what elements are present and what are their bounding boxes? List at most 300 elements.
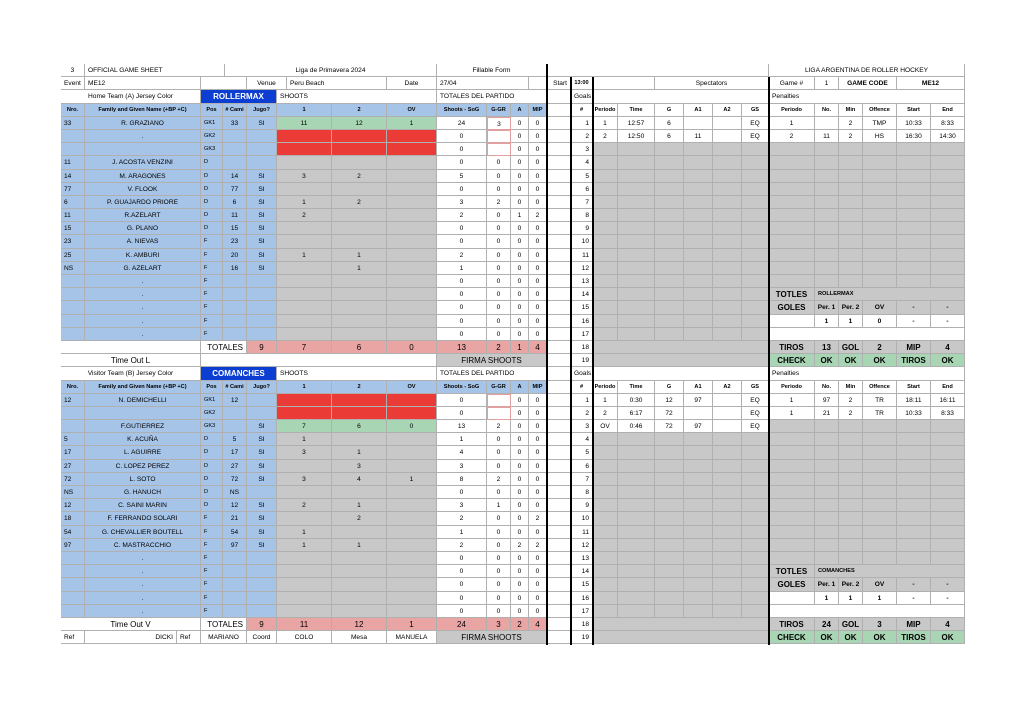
penalty-end[interactable]: 14:30 (931, 130, 965, 143)
player-name[interactable]: G. HANUCH (85, 486, 201, 499)
goal-time[interactable] (618, 486, 655, 499)
player-number[interactable]: NS (61, 262, 85, 275)
goal-a2[interactable] (713, 407, 742, 420)
player-name[interactable]: K. ACUÑA (85, 433, 201, 446)
player-name[interactable]: C. LOPEZ PEREZ (85, 460, 201, 473)
goal-g[interactable] (655, 183, 684, 196)
penalty-start[interactable]: 10:33 (897, 117, 931, 130)
player-played[interactable] (247, 565, 277, 578)
goal-gs[interactable] (742, 460, 769, 473)
goal-a1[interactable] (684, 473, 713, 486)
penalty-min[interactable] (839, 433, 863, 446)
penalty-periodo[interactable] (769, 433, 815, 446)
goal-time[interactable]: 12:57 (618, 117, 655, 130)
player-played[interactable] (247, 315, 277, 328)
player-name[interactable] (85, 407, 201, 420)
penalty-min[interactable]: 2 (839, 130, 863, 143)
goal-g[interactable] (655, 446, 684, 459)
player-played[interactable]: SI (247, 262, 277, 275)
penalty-no[interactable] (815, 262, 839, 275)
player-shots-s1[interactable] (277, 183, 332, 196)
goal-g[interactable]: 72 (655, 407, 684, 420)
goal-a1[interactable] (684, 183, 713, 196)
goal-g[interactable] (655, 460, 684, 473)
player-shots-ov[interactable]: 1 (387, 117, 437, 130)
player-shots-s1[interactable] (277, 512, 332, 525)
player-shots-ov[interactable] (387, 605, 437, 618)
goal-g[interactable] (655, 539, 684, 552)
player-shots-s2[interactable] (332, 578, 387, 591)
penalty-no[interactable] (815, 222, 839, 235)
goal-gs[interactable] (742, 196, 769, 209)
player-number[interactable] (61, 592, 85, 605)
penalty-periodo[interactable] (769, 552, 815, 565)
goal-gs[interactable] (742, 143, 769, 156)
penalty-offence[interactable] (863, 539, 897, 552)
penalty-end[interactable] (931, 196, 965, 209)
penalty-no[interactable] (815, 196, 839, 209)
penalty-min[interactable] (839, 460, 863, 473)
goal-periodo[interactable] (593, 499, 618, 512)
penalty-start[interactable] (897, 460, 931, 473)
venue-value[interactable]: Peru Beach (287, 77, 387, 90)
goal-time[interactable] (618, 156, 655, 169)
penalty-end[interactable]: 8:33 (931, 407, 965, 420)
player-played[interactable] (247, 486, 277, 499)
goal-a2[interactable] (713, 605, 742, 618)
penalty-min[interactable]: 2 (839, 117, 863, 130)
penalty-offence[interactable] (863, 499, 897, 512)
player-shots-s2[interactable] (332, 328, 387, 341)
player-shots-ov[interactable] (387, 526, 437, 539)
goal-g[interactable] (655, 262, 684, 275)
player-shots-s1[interactable] (277, 275, 332, 288)
player-number[interactable]: 12 (61, 394, 85, 407)
penalty-min[interactable] (839, 552, 863, 565)
penalty-no[interactable]: 11 (815, 130, 839, 143)
player-shirt[interactable]: 17 (223, 446, 247, 459)
penalty-end[interactable] (931, 222, 965, 235)
penalty-periodo[interactable] (769, 209, 815, 222)
penalty-min[interactable] (839, 156, 863, 169)
player-name[interactable]: R.AZELART (85, 209, 201, 222)
game-code-value[interactable]: ME12 (897, 77, 965, 90)
penalty-end[interactable] (931, 143, 965, 156)
player-shots-ov[interactable] (387, 446, 437, 459)
goal-a2[interactable] (713, 130, 742, 143)
goal-time[interactable] (618, 512, 655, 525)
player-shots-s2[interactable] (332, 605, 387, 618)
game-number[interactable]: 1 (815, 77, 839, 90)
penalty-periodo[interactable] (769, 460, 815, 473)
ref1-value[interactable]: DICKI (85, 631, 177, 644)
goal-periodo[interactable] (593, 235, 618, 248)
player-shirt[interactable]: 72 (223, 473, 247, 486)
goal-a1[interactable] (684, 170, 713, 183)
player-shots-s1[interactable] (277, 394, 332, 407)
coord-value[interactable]: COLO (277, 631, 332, 644)
player-shots-ov[interactable] (387, 301, 437, 314)
ref2-value[interactable]: MARIANO (201, 631, 247, 644)
goal-a1[interactable] (684, 499, 713, 512)
goal-g[interactable] (655, 249, 684, 262)
penalty-start[interactable] (897, 143, 931, 156)
player-shots-ov[interactable] (387, 552, 437, 565)
player-shots-s2[interactable] (332, 156, 387, 169)
player-played[interactable]: SI (247, 209, 277, 222)
player-number[interactable] (61, 143, 85, 156)
penalty-min[interactable] (839, 235, 863, 248)
player-name[interactable]: . (85, 275, 201, 288)
goal-g[interactable] (655, 433, 684, 446)
goal-time[interactable]: 6:17 (618, 407, 655, 420)
penalty-end[interactable] (931, 275, 965, 288)
goal-a1[interactable] (684, 460, 713, 473)
player-shots-s1[interactable]: 2 (277, 209, 332, 222)
goal-g[interactable] (655, 235, 684, 248)
goal-time[interactable] (618, 565, 655, 578)
player-shots-s2[interactable] (332, 183, 387, 196)
goal-time[interactable] (618, 222, 655, 235)
goal-time[interactable] (618, 301, 655, 314)
penalty-min[interactable] (839, 209, 863, 222)
player-shirt[interactable] (223, 130, 247, 143)
goal-a2[interactable] (713, 183, 742, 196)
goal-periodo[interactable]: 1 (593, 117, 618, 130)
player-shirt[interactable]: 11 (223, 209, 247, 222)
goal-a1[interactable] (684, 486, 713, 499)
goal-gs[interactable] (742, 315, 769, 328)
goal-a2[interactable] (713, 473, 742, 486)
player-shots-ov[interactable] (387, 143, 437, 156)
player-name[interactable]: C. MASTRACCHIO (85, 539, 201, 552)
goal-a1[interactable] (684, 209, 713, 222)
goal-a2[interactable] (713, 446, 742, 459)
player-name[interactable]: F. FERRANDO SOLARI (85, 512, 201, 525)
player-shots-s2[interactable]: 2 (332, 196, 387, 209)
player-shots-ov[interactable] (387, 486, 437, 499)
goal-periodo[interactable] (593, 262, 618, 275)
goal-gs[interactable] (742, 446, 769, 459)
goal-gs[interactable] (742, 235, 769, 248)
goal-gs[interactable] (742, 539, 769, 552)
player-played[interactable] (247, 275, 277, 288)
penalty-start[interactable] (897, 262, 931, 275)
penalty-no[interactable] (815, 420, 839, 433)
goal-periodo[interactable]: 2 (593, 130, 618, 143)
player-shots-s1[interactable] (277, 235, 332, 248)
player-shots-s2[interactable]: 1 (332, 249, 387, 262)
player-shots-s1[interactable] (277, 460, 332, 473)
player-shots-ov[interactable]: 1 (387, 473, 437, 486)
player-shots-s1[interactable]: 1 (277, 196, 332, 209)
penalty-periodo[interactable] (769, 235, 815, 248)
player-name[interactable]: . (85, 328, 201, 341)
penalty-min[interactable] (839, 170, 863, 183)
goal-gs[interactable] (742, 301, 769, 314)
player-shots-s2[interactable] (332, 565, 387, 578)
penalty-offence[interactable]: TR (863, 407, 897, 420)
goal-periodo[interactable] (593, 578, 618, 591)
player-number[interactable]: 72 (61, 473, 85, 486)
penalty-start[interactable] (897, 433, 931, 446)
penalty-no[interactable] (815, 183, 839, 196)
player-name[interactable]: R. GRAZIANO (85, 117, 201, 130)
penalty-periodo[interactable] (769, 262, 815, 275)
player-shirt[interactable] (223, 288, 247, 301)
goal-time[interactable] (618, 539, 655, 552)
goal-periodo[interactable] (593, 222, 618, 235)
goal-periodo[interactable] (593, 433, 618, 446)
goal-time[interactable] (618, 170, 655, 183)
player-shots-ov[interactable] (387, 315, 437, 328)
player-shots-ov[interactable] (387, 394, 437, 407)
goal-periodo[interactable] (593, 446, 618, 459)
goal-a1[interactable] (684, 288, 713, 301)
player-shots-s1[interactable] (277, 565, 332, 578)
goal-time[interactable] (618, 235, 655, 248)
player-shots-s2[interactable] (332, 275, 387, 288)
penalty-end[interactable] (931, 420, 965, 433)
penalty-no[interactable]: 97 (815, 394, 839, 407)
goal-gs[interactable] (742, 565, 769, 578)
goal-a2[interactable] (713, 117, 742, 130)
player-shots-ov[interactable]: 0 (387, 420, 437, 433)
penalty-periodo[interactable] (769, 170, 815, 183)
player-shots-s1[interactable] (277, 486, 332, 499)
goal-a1[interactable] (684, 196, 713, 209)
player-number[interactable]: 25 (61, 249, 85, 262)
player-played[interactable]: SI (247, 117, 277, 130)
penalty-offence[interactable] (863, 209, 897, 222)
penalty-no[interactable] (815, 143, 839, 156)
goal-a1[interactable] (684, 605, 713, 618)
player-shirt[interactable]: 12 (223, 394, 247, 407)
penalty-offence[interactable] (863, 249, 897, 262)
goal-gs[interactable] (742, 592, 769, 605)
player-shots-ov[interactable] (387, 196, 437, 209)
player-name[interactable] (85, 143, 201, 156)
goal-g[interactable] (655, 170, 684, 183)
goal-a2[interactable] (713, 552, 742, 565)
player-shots-ov[interactable] (387, 235, 437, 248)
goal-a1[interactable] (684, 143, 713, 156)
player-number[interactable] (61, 552, 85, 565)
player-shots-ov[interactable] (387, 512, 437, 525)
goal-periodo[interactable] (593, 512, 618, 525)
penalty-periodo[interactable] (769, 249, 815, 262)
penalty-end[interactable] (931, 460, 965, 473)
penalty-offence[interactable] (863, 420, 897, 433)
penalty-no[interactable] (815, 433, 839, 446)
goal-a2[interactable] (713, 578, 742, 591)
start-value[interactable]: 13:00 (571, 77, 593, 90)
goal-a1[interactable] (684, 407, 713, 420)
goal-time[interactable] (618, 315, 655, 328)
goal-a2[interactable] (713, 196, 742, 209)
goal-g[interactable] (655, 315, 684, 328)
goal-a1[interactable]: 97 (684, 394, 713, 407)
penalty-no[interactable] (815, 446, 839, 459)
player-shots-ov[interactable] (387, 249, 437, 262)
goal-g[interactable]: 6 (655, 117, 684, 130)
penalty-end[interactable] (931, 262, 965, 275)
penalty-start[interactable] (897, 512, 931, 525)
player-shots-s1[interactable]: 1 (277, 539, 332, 552)
goal-a1[interactable] (684, 433, 713, 446)
goal-g[interactable]: 12 (655, 394, 684, 407)
goal-a2[interactable] (713, 499, 742, 512)
player-shots-s2[interactable] (332, 433, 387, 446)
penalty-periodo[interactable] (769, 222, 815, 235)
goal-gs[interactable] (742, 433, 769, 446)
player-shirt[interactable]: 20 (223, 249, 247, 262)
player-played[interactable] (247, 552, 277, 565)
goal-g[interactable] (655, 328, 684, 341)
player-shirt[interactable] (223, 143, 247, 156)
penalty-offence[interactable] (863, 235, 897, 248)
player-shots-s1[interactable] (277, 301, 332, 314)
penalty-end[interactable]: 8:33 (931, 117, 965, 130)
goal-g[interactable] (655, 512, 684, 525)
goal-periodo[interactable] (593, 301, 618, 314)
player-number[interactable]: 15 (61, 222, 85, 235)
penalty-periodo[interactable] (769, 473, 815, 486)
player-shots-s1[interactable] (277, 156, 332, 169)
penalty-offence[interactable] (863, 473, 897, 486)
goal-a1[interactable] (684, 552, 713, 565)
penalty-min[interactable] (839, 539, 863, 552)
penalty-end[interactable] (931, 539, 965, 552)
player-shirt[interactable]: 54 (223, 526, 247, 539)
penalty-end[interactable] (931, 512, 965, 525)
penalty-start[interactable] (897, 539, 931, 552)
goal-periodo[interactable] (593, 605, 618, 618)
goal-a1[interactable] (684, 275, 713, 288)
goal-a2[interactable] (713, 460, 742, 473)
goal-time[interactable]: 12:50 (618, 130, 655, 143)
goal-a1[interactable] (684, 249, 713, 262)
goal-time[interactable] (618, 552, 655, 565)
player-shirt[interactable]: 97 (223, 539, 247, 552)
player-shots-s2[interactable] (332, 394, 387, 407)
penalty-start[interactable] (897, 526, 931, 539)
goal-a2[interactable] (713, 156, 742, 169)
penalty-no[interactable] (815, 170, 839, 183)
goal-a1[interactable] (684, 235, 713, 248)
goal-gs[interactable]: EQ (742, 130, 769, 143)
player-shots-ov[interactable] (387, 592, 437, 605)
penalty-end[interactable] (931, 433, 965, 446)
penalty-offence[interactable]: TR (863, 394, 897, 407)
penalty-periodo[interactable]: 1 (769, 117, 815, 130)
penalty-start[interactable] (897, 222, 931, 235)
player-shirt[interactable] (223, 328, 247, 341)
penalty-end[interactable] (931, 235, 965, 248)
penalty-periodo[interactable] (769, 512, 815, 525)
penalty-end[interactable] (931, 552, 965, 565)
penalty-no[interactable] (815, 539, 839, 552)
goal-gs[interactable] (742, 526, 769, 539)
player-name[interactable]: C. SAINI MARIN (85, 499, 201, 512)
player-shots-ov[interactable] (387, 433, 437, 446)
goal-g[interactable] (655, 486, 684, 499)
penalty-end[interactable] (931, 209, 965, 222)
player-shots-s1[interactable] (277, 143, 332, 156)
goal-time[interactable] (618, 328, 655, 341)
player-name[interactable]: . (85, 552, 201, 565)
player-shots-s1[interactable]: 1 (277, 433, 332, 446)
player-shots-s2[interactable]: 3 (332, 460, 387, 473)
player-number[interactable]: 5 (61, 433, 85, 446)
player-shots-ov[interactable] (387, 275, 437, 288)
player-shots-s1[interactable]: 11 (277, 117, 332, 130)
penalty-min[interactable] (839, 512, 863, 525)
penalty-min[interactable] (839, 486, 863, 499)
player-shots-s1[interactable] (277, 315, 332, 328)
penalty-end[interactable] (931, 473, 965, 486)
player-played[interactable]: SI (247, 433, 277, 446)
goal-time[interactable] (618, 143, 655, 156)
goal-a2[interactable] (713, 526, 742, 539)
goal-gs[interactable] (742, 209, 769, 222)
penalty-start[interactable] (897, 249, 931, 262)
player-played[interactable] (247, 288, 277, 301)
goal-a2[interactable] (713, 222, 742, 235)
penalty-start[interactable]: 18:11 (897, 394, 931, 407)
goal-a1[interactable] (684, 526, 713, 539)
player-name[interactable]: G. PLANO (85, 222, 201, 235)
penalty-start[interactable] (897, 209, 931, 222)
penalty-min[interactable] (839, 196, 863, 209)
player-number[interactable] (61, 420, 85, 433)
goal-g[interactable] (655, 592, 684, 605)
goal-periodo[interactable] (593, 143, 618, 156)
player-shots-s1[interactable] (277, 288, 332, 301)
player-shots-s1[interactable]: 1 (277, 526, 332, 539)
player-number[interactable]: 11 (61, 209, 85, 222)
goal-g[interactable] (655, 526, 684, 539)
goal-g[interactable]: 72 (655, 420, 684, 433)
penalty-start[interactable] (897, 156, 931, 169)
goal-periodo[interactable] (593, 183, 618, 196)
goal-a2[interactable] (713, 235, 742, 248)
penalty-min[interactable] (839, 473, 863, 486)
player-played[interactable]: SI (247, 473, 277, 486)
goal-gs[interactable] (742, 499, 769, 512)
player-name[interactable]: A. NIEVAS (85, 235, 201, 248)
goal-a2[interactable] (713, 143, 742, 156)
player-shots-s2[interactable] (332, 130, 387, 143)
goal-gs[interactable] (742, 170, 769, 183)
player-number[interactable]: 27 (61, 460, 85, 473)
player-played[interactable]: SI (247, 170, 277, 183)
penalty-periodo[interactable] (769, 446, 815, 459)
goal-a2[interactable] (713, 328, 742, 341)
goal-a2[interactable] (713, 275, 742, 288)
goal-time[interactable] (618, 249, 655, 262)
goal-time[interactable] (618, 209, 655, 222)
player-shots-ov[interactable] (387, 407, 437, 420)
goal-gs[interactable] (742, 605, 769, 618)
player-shots-s2[interactable] (332, 407, 387, 420)
player-played[interactable] (247, 394, 277, 407)
goal-gs[interactable] (742, 262, 769, 275)
player-number[interactable]: 18 (61, 512, 85, 525)
goal-periodo[interactable] (593, 552, 618, 565)
goal-a2[interactable] (713, 433, 742, 446)
player-played[interactable] (247, 592, 277, 605)
